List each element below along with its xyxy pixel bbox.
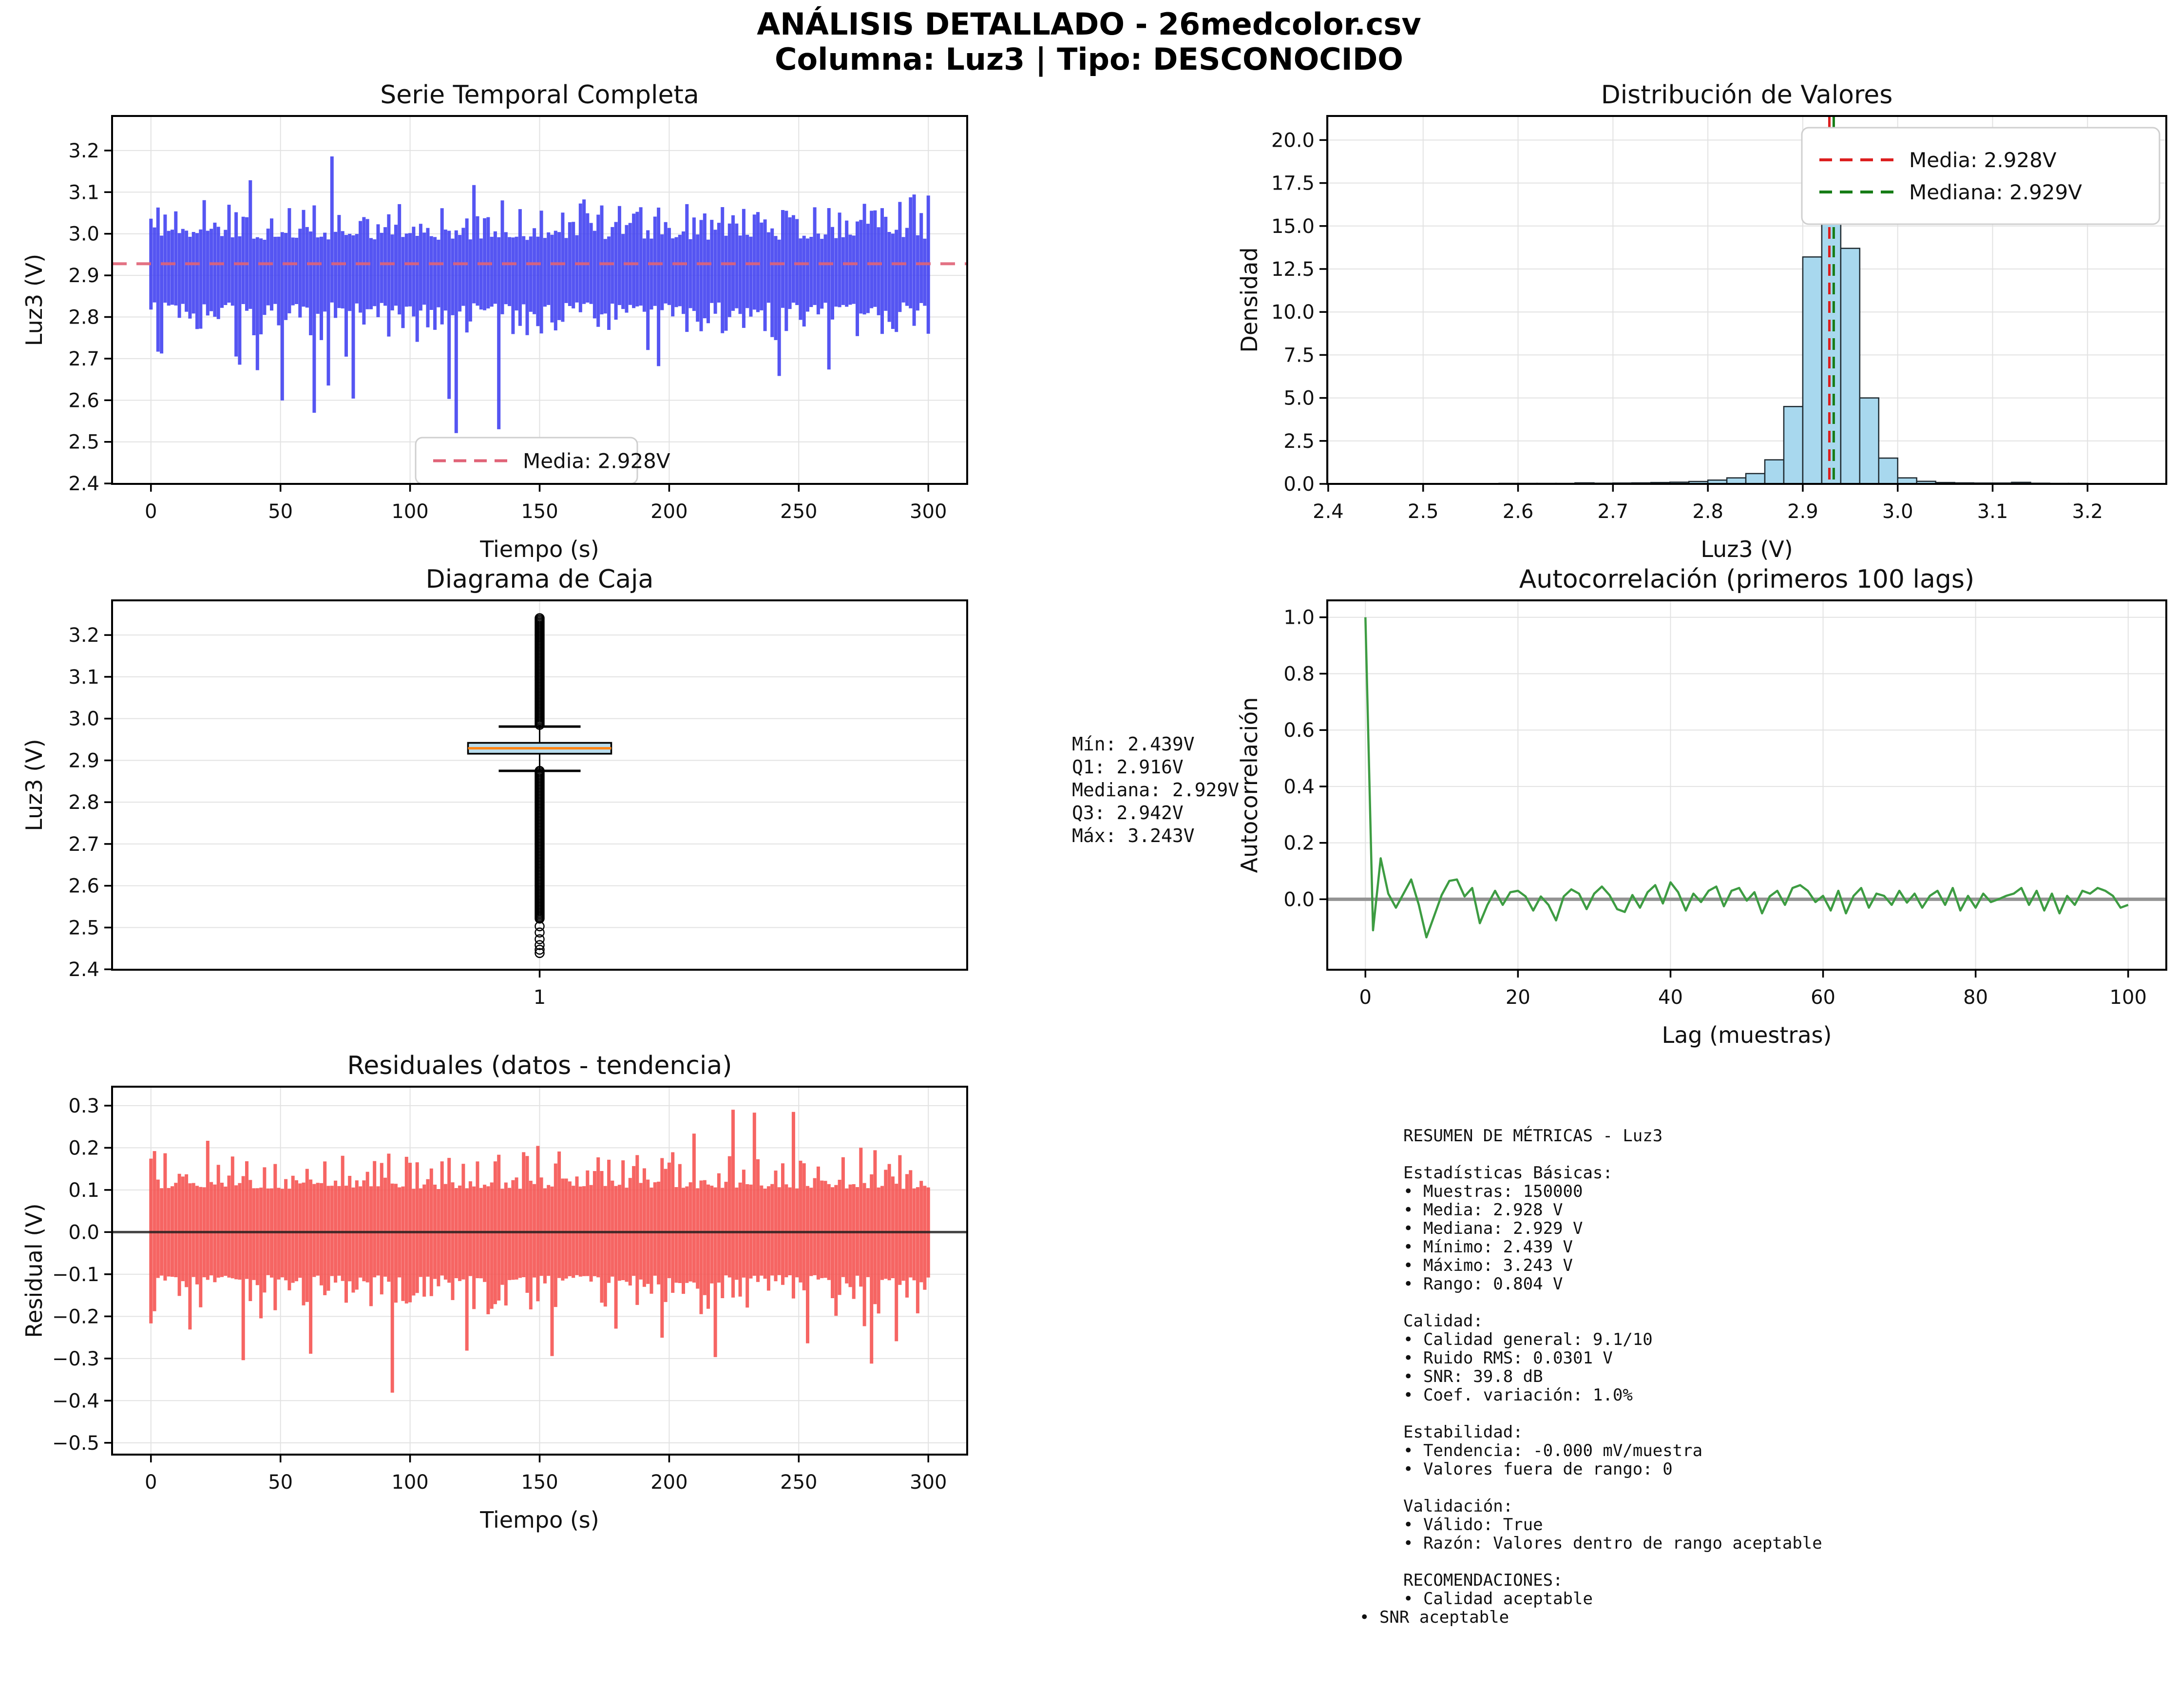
metrics-line: • Muestras: 150000 [1403,1182,1583,1201]
metrics-line: Validación: [1403,1497,1513,1516]
metrics-line: • Ruido RMS: 0.0301 V [1403,1348,1613,1368]
ts-y-tick-label: 3.0 [68,223,99,246]
panel-acf [1236,565,2166,1048]
acf-x-tick-label: 0 [1359,986,1372,1009]
ts-y-tick-label: 2.8 [68,306,99,329]
ts-y-tick-label: 2.4 [68,473,99,496]
acf-x-tick-label: 80 [1963,986,1988,1009]
metrics-line: • SNR: 39.8 dB [1403,1367,1543,1386]
ts-title: Serie Temporal Completa [380,80,699,110]
metrics-line [1359,1404,1822,1423]
metrics-line [1359,1553,1822,1571]
acf-grid [1327,600,2166,970]
hist-x-tick-label: 2.9 [1787,500,1818,523]
hist-ylabel: Densidad [1236,247,1262,353]
box-y-tick-label: 2.8 [68,791,99,814]
res-y-tick-label: 0.3 [68,1094,99,1117]
hist-y-tick-label: 7.5 [1283,344,1315,367]
metrics-line: • Valores fuera de rango: 0 [1403,1459,1673,1479]
box-y-tick-label: 2.5 [68,917,99,940]
metrics-line: • Calidad aceptable [1403,1589,1593,1609]
legend-label: Media: 2.928V [523,449,670,473]
boxplot-stats-text [1072,733,1239,847]
acf-title: Autocorrelación (primeros 100 lags) [1519,565,1975,594]
res-y-tick-label: 0.2 [68,1137,99,1160]
boxplot-stat-line: Mediana: 2.929V [1072,779,1240,801]
legend-label: Mediana: 2.929V [1909,180,2082,204]
boxplot-stat-line: Máx: 3.243V [1072,825,1195,846]
res-x-tick-label: 200 [650,1471,688,1494]
ts-x-tick-label: 50 [268,500,293,523]
res-y-tick-label: −0.5 [52,1432,99,1455]
hist-x-tick-label: 2.8 [1692,500,1723,523]
hist-y-tick-label: 15.0 [1271,215,1315,238]
acf-axes-frame [1327,600,2166,970]
ts-x-tick-label: 150 [521,500,558,523]
acf-ylabel: Autocorrelación [1236,697,1262,873]
res-xlabel: Tiempo (s) [480,1507,599,1533]
metrics-line: Estabilidad: [1403,1422,1523,1442]
box-outliers [535,614,544,957]
panel-hist [1236,80,2166,562]
hist-title: Distribución de Valores [1601,80,1893,110]
acf-x-tick-label: 60 [1811,986,1835,1009]
hist-x-tick-label: 3.0 [1882,500,1913,523]
ts-x-tick-label: 250 [780,500,818,523]
hist-y-tick-label: 2.5 [1283,430,1315,453]
metrics-line: • Calidad general: 9.1/10 [1403,1330,1653,1349]
res-x-tick-label: 100 [391,1471,429,1494]
metrics-line: RESUMEN DE MÉTRICAS - Luz3 [1403,1126,1663,1146]
res-x-tick-label: 50 [268,1471,293,1494]
metrics-line: • Mediana: 2.929 V [1403,1219,1583,1238]
boxplot-stat-line: Q3: 2.942V [1072,802,1184,824]
box-y-tick-label: 3.1 [68,666,99,689]
box-y-tick-label: 2.9 [68,749,99,772]
acf-y-tick-label: 0.4 [1283,775,1315,798]
hist-xlabel: Luz3 (V) [1700,536,1793,562]
metrics-line: • Máximo: 3.243 V [1403,1256,1573,1275]
box-y-tick-label: 2.6 [68,875,99,898]
ts-y-tick-label: 3.2 [68,139,99,162]
hist-y-tick-label: 5.0 [1283,387,1315,410]
box-y-tick-label: 3.2 [68,624,99,647]
res-y-tick-label: −0.1 [52,1263,99,1286]
box-ylabel: Luz3 (V) [21,739,47,831]
res-y-tick-label: −0.3 [52,1347,99,1370]
res-title: Residuales (datos - tendencia) [347,1051,732,1080]
res-x-tick-label: 250 [780,1471,818,1494]
acf-line [1365,617,2128,938]
ts-xlabel: Tiempo (s) [480,536,599,562]
metrics-summary-text [1359,1127,1822,1627]
acf-y-tick-label: 0.8 [1283,663,1315,686]
hist-x-tick-label: 3.1 [1977,500,2008,523]
hist-x-tick-label: 2.7 [1597,500,1629,523]
boxplot-stat-line: Q1: 2.916V [1072,756,1184,778]
figure-title [0,7,2178,77]
box-y-tick-label: 2.7 [68,833,99,856]
ts-y-tick-label: 2.5 [68,431,99,454]
ts-x-tick-label: 100 [391,500,429,523]
acf-ticks [1283,607,2147,1009]
res-y-tick-label: 0.1 [68,1179,99,1202]
ts-x-tick-label: 0 [145,500,157,523]
panel-box [21,565,967,1009]
box-title: Diagrama de Caja [425,565,654,594]
res-x-tick-label: 300 [910,1471,947,1494]
box-x-tick-label: 1 [533,986,546,1009]
figure-title-line2: Columna: Luz3 | Tipo: DESCONOCIDO [774,41,1404,77]
metrics-line: • Mínimo: 2.439 V [1403,1237,1573,1257]
ts-y-tick-label: 2.9 [68,265,99,288]
hist-y-tick-label: 20.0 [1271,129,1315,152]
hist-x-tick-label: 3.2 [2072,500,2103,523]
res-y-tick-label: 0.0 [68,1221,99,1244]
metrics-line: RECOMENDACIONES: [1403,1571,1563,1590]
res-y-tick-label: −0.2 [52,1305,99,1328]
hist-y-tick-label: 10.0 [1271,301,1315,324]
legend-label: Media: 2.928V [1909,148,2057,172]
res-x-tick-label: 0 [145,1471,157,1494]
res-y-tick-label: −0.4 [52,1390,99,1413]
acf-xlabel: Lag (muestras) [1662,1022,1832,1048]
acf-y-tick-label: 1.0 [1283,606,1315,629]
metrics-line: • Coef. variación: 1.0% [1403,1385,1633,1405]
hist-x-tick-label: 2.5 [1407,500,1439,523]
acf-y-tick-label: 0.6 [1283,719,1315,742]
hist-x-tick-label: 2.4 [1313,500,1344,523]
legend-box [1802,128,2159,224]
metrics-line: • Tendencia: -0.000 mV/muestra [1403,1441,1703,1460]
metrics-line: • Válido: True [1403,1515,1543,1535]
metrics-line: • SNR aceptable [1359,1608,1509,1627]
metrics-line [1359,1478,1822,1497]
ts-x-tick-label: 300 [910,500,947,523]
ts-y-tick-label: 2.6 [68,389,99,412]
metrics-line: • Rango: 0.804 V [1403,1274,1563,1294]
metrics-line: • Razón: Valores dentro de rango aceptable [1403,1534,1822,1553]
metrics-line [1359,1293,1822,1312]
box-y-tick-label: 2.4 [68,959,99,981]
hist-x-tick-label: 2.6 [1502,500,1534,523]
box-y-tick-label: 3.0 [68,708,99,730]
acf-x-tick-label: 40 [1658,986,1683,1009]
panel-res [21,1051,967,1533]
box-ticks [68,624,546,1009]
acf-x-tick-label: 20 [1505,986,1530,1009]
res-ylabel: Residual (V) [21,1203,47,1338]
acf-x-tick-label: 100 [2109,986,2147,1009]
hist-y-tick-label: 0.0 [1283,473,1315,496]
metrics-line: Estadísticas Básicas: [1403,1163,1613,1183]
ts-y-tick-label: 2.7 [68,347,99,370]
metrics-line: Calidad: [1403,1311,1483,1331]
acf-y-tick-label: 0.2 [1283,832,1315,855]
boxplot-stat-line: Mín: 2.439V [1072,733,1195,755]
metrics-line: • Media: 2.928 V [1403,1200,1563,1220]
panel-ts [21,80,967,562]
ts-ylabel: Luz3 (V) [21,253,47,346]
hist-y-tick-label: 17.5 [1271,172,1315,195]
metrics-line [1359,1145,1822,1164]
res-x-tick-label: 150 [521,1471,558,1494]
figure-title-line1: ANÁLISIS DETALLADO - 26medcolor.csv [757,6,1421,42]
ts-x-tick-label: 200 [650,500,688,523]
hist-y-tick-label: 12.5 [1271,258,1315,281]
ts-y-tick-label: 3.1 [68,181,99,204]
acf-y-tick-label: 0.0 [1283,888,1315,911]
